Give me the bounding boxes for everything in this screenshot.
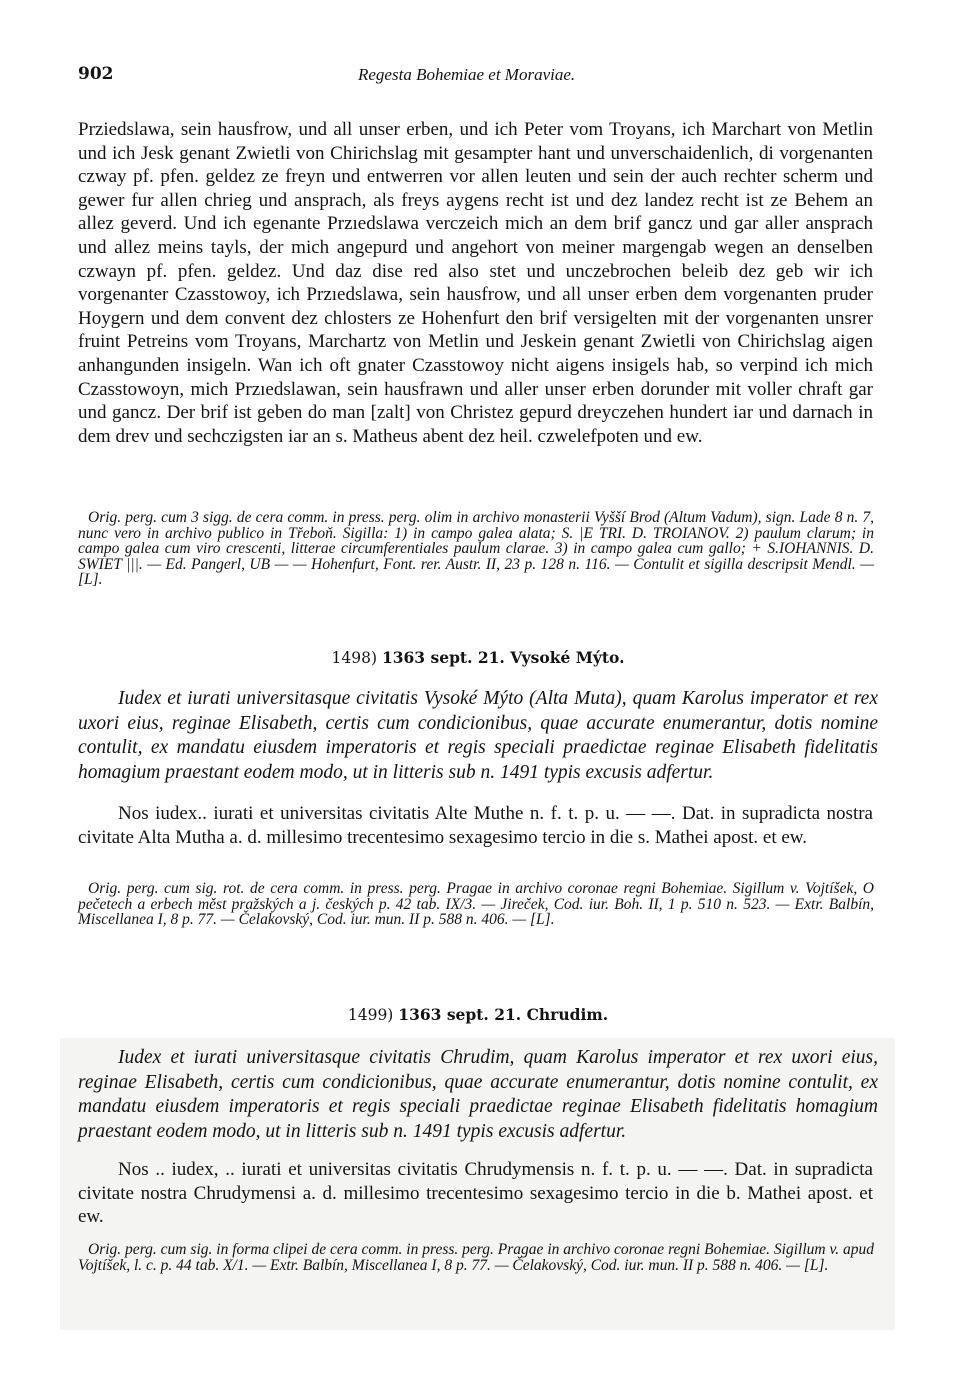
charter-text-1499: Nos .. iudex, .. iurati et universitas civitatis Chrudymensis n. f. t. p. u. — —. Dat. in supradicta civitate nostra Chrudymensi a. d. millesimo trecentesimo sexagesimo tercio in die b. Mathei apost. et ew. <box>78 1159 873 1228</box>
entry-date-place: 1363 sept. 21. Chrudim. <box>398 1005 609 1024</box>
charter-text-1498: Nos iudex.. iurati et universitas civitatis Alte Muthe n. f. t. p. u. — —. Dat. in supradicta nostra civitate Alta Mutha a. d. millesimo trecentesimo sexagesimo tercio in die s. Mathei apost. et ew. <box>78 803 873 848</box>
page-header <box>78 64 878 88</box>
entry-number: 1498) <box>331 649 378 667</box>
page-number: 902 <box>78 64 114 84</box>
charter-text-1497: Prziedslawa, sein hausfrow, und all unser erben, und ich Peter vom Troyans, ich Marchart von Metlin und ich Jesk genant Zwietli von Chirichslag mit gesampter hant und unverschaidenlich, di vorgenanten czway pf. pfen. geldez ze freyn und entwerren vor allen leuten und sein der auch rechter scherm und gewer fur allen chrieg und ansprach, als freys aygens recht ist und dez landez recht ist ze Behem an allez geverd. Und ich egenante Przıedslawa verczeich mich an dem brif gancz und gar aller ansprach und allez meins tayls, der mich angepurd und angehort von meiner margengab wegen an denselben czwayn pf. pfen. geldez. Und daz dise red also stet und unczebrochen beleib dez geb wir ich vorgenanter Czasstowoy, ich Przıedslawa, sein hausfrow, und all unser erben dem vorgenanten pruder Hoygern und dem convent dez chlosters ze Hohenfurt den brif versigelten mit der vorgenanten unsrer fruint Petreins vom Troyans, Marchartz von Metlin und Jeskein genant Zwietli von Chirichslag aigen anhangunden insigeln. Wan ich oft gnater Czasstowoy nicht aigens insigels hab, so verpind ich mich Czasstowoyn, mich Przıedslawan, sein hausfrawn und aller unser erben dorunder mit voller chraft gar und gancz. Der brif ist geben do man [zalt] von Christez gepurd dreyczehen hundert iar und darnach in dem drev und sechczigsten iar an s. Matheus abent dez heil. czwelefpoten und ew. <box>78 119 873 447</box>
archival-note-1499: Orig. perg. cum sig. in forma clipei de cera comm. in press. perg. Pragae in archivo coronae regni Bohemiae. Sigillum v. apud Vojtíšek, l. c. p. 44 tab. X/1. — Extr. Balbín, Miscellanea I, 8 p. 77. — Čelakovský, Cod. iur. mun. II p. 588 n. 406. — [L]. <box>78 1241 874 1274</box>
regest-1499: Iudex et iurati universitasque civitatis Chrudim, quam Karolus imperator et rex uxori eius, reginae Elisabeth, certis cum condicionibus, quae accurate enumerantur, dotis nomine contulit, ex mandatu eiusdem imperatoris et regis speciali praedictae reginae Elisabeth fidelitatis homagium praestant eodem modo, ut in litteris sub n. 1491 typis excusis adfertur. <box>78 1047 878 1142</box>
entry-heading-1499 <box>78 1005 878 1024</box>
entry-date-place: 1363 sept. 21. Vysoké Mýto. <box>381 648 625 667</box>
archival-note-1498: Orig. perg. cum sig. rot. de cera comm. in press. perg. Pragae in archivo coronae regni Bohemiae. Sigillum v. Vojtíšek, O pečetech a erbech měst pražských a j. českých p. 42 tab. IX/3. — Jireček, Cod. iur. Boh. II, 1 p. 510 n. 523. — Extr. Balbín, Miscellanea I, 8 p. 77. — Čelakovský, Cod. iur. mun. II p. 588 n. 406. — [L]. <box>78 880 874 929</box>
entry-heading-1498 <box>78 648 878 667</box>
archival-note-1497: Orig. perg. cum 3 sigg. de cera comm. in press. perg. olim in archivo monasterii Vyšší Brod (Altum Vadum), sign. Lade 8 n. 7, nunc vero in archivo publico in Třeboň. Sigilla: 1) in campo galea alata; S. |E TRI. D. TROIANOV. 2) paulum clarum; in campo galea cum viro crescenti, litterae circumferentiales paulum clarae. 3) in campo galea cum gallo; + S.IOHANNIS. D. SWIET |||. — Ed. Pangerl, UB — — Hohenfurt, Font. rer. Austr. II, 23 p. 128 n. 116. — Contulit et sigilla descripsit Mendl. — [L]. <box>78 509 874 589</box>
regest-1498: Iudex et iurati universitasque civitatis Vysoké Mýto (Alta Muta), quam Karolus imperator et rex uxori eius, reginae Elisabeth, certis cum condicionibus, quae accurate enumerantur, dotis nomine contulit, ex mandatu eiusdem imperatoris et regis speciali praedictae reginae Elisabeth fidelitatis homagium praestant eodem modo, ut in litteris sub n. 1491 typis excusis adfertur. <box>78 688 878 783</box>
running-title: Regesta Bohemiae et Moraviae. <box>358 65 576 84</box>
entry-number: 1499) <box>347 1006 394 1024</box>
